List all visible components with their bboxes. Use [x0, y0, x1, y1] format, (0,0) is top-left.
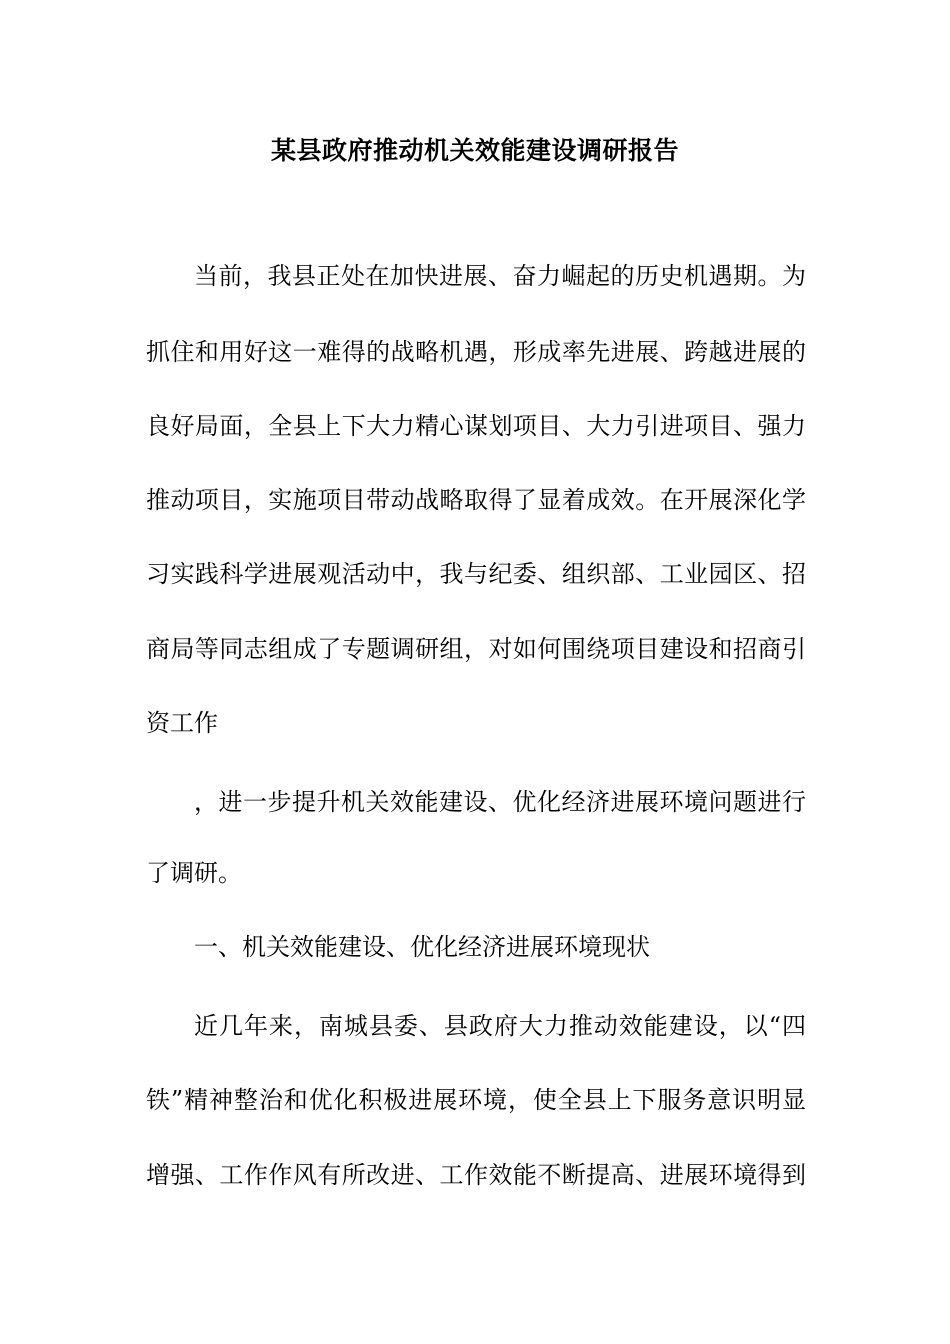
- paragraph-line: 商局等同志组成了专题调研组，对如何围绕项目建设和招商引: [146, 635, 806, 663]
- document-title: 某县政府推动机关效能建设调研报告: [270, 136, 679, 165]
- paragraph-line: 资工作: [146, 709, 218, 737]
- paragraph-line: 良好局面，全县上下大力精心谋划项目、大力引进项目、强力: [146, 412, 806, 440]
- paragraph-line: 抓住和用好这一难得的战略机遇，形成率先进展、跨越进展的: [146, 338, 806, 366]
- paragraph-line: ，进一步提升机关效能建设、优化经济进展环境问题进行: [194, 788, 806, 816]
- paragraph-line: 近几年来，南城县委、县政府大力推动效能建设，以“四: [194, 1012, 806, 1040]
- paragraph-line: 当前，我县正处在加快进展、奋力崛起的历史机遇期。为: [194, 262, 806, 290]
- paragraph-line: 推动项目，实施项目带动战略取得了显着成效。在开展深化学: [146, 486, 806, 514]
- paragraph-line: 铁”精神整治和优化积极进展环境，使全县上下服务意识明显: [146, 1086, 806, 1114]
- paragraph-line: 了调研。: [146, 859, 242, 887]
- section-heading: 一、机关效能建设、优化经济进展环境现状: [194, 933, 650, 961]
- paragraph-line: 习实践科学进展观活动中，我与纪委、组织部、工业园区、招: [146, 560, 806, 588]
- paragraph-line: 增强、工作作风有所改进、工作效能不断提高、进展环境得到: [146, 1161, 806, 1189]
